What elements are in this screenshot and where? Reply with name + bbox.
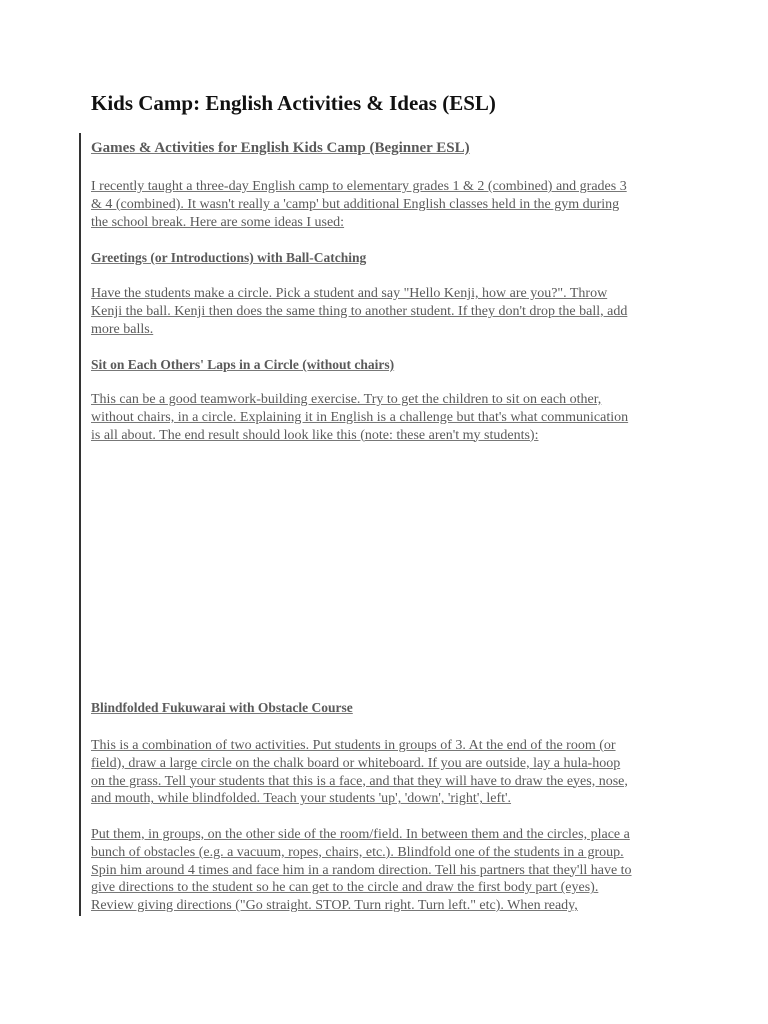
fukuwarai-paragraph-2[interactable] <box>91 826 681 915</box>
fukuwarai-line: give directions to the student so he can get to the circle and draw the first body part (eyes). <box>91 880 599 896</box>
intro-line: & 4 (combined). It wasn't really a 'camp' but additional English classes held in the gym during <box>91 196 620 212</box>
section-title-fukuwarai[interactable]: Blindfolded Fukuwarai with Obstacle Course <box>91 700 353 715</box>
greetings-line: Kenji the ball. Kenji then does the same thing to another student. If they don't drop the ball, add <box>91 303 628 319</box>
section-title-laps-circle[interactable]: Sit on Each Others' Laps in a Circle (without chairs) <box>91 357 395 372</box>
fukuwarai-line: bunch of obstacles (e.g. a vacuum, ropes, chairs, etc.). Blindfold one of the students in a group. <box>91 844 624 860</box>
laps-circle-paragraph[interactable] <box>91 391 681 444</box>
page-title: Kids Camp: English Activities & Ideas (ESL) <box>91 91 496 115</box>
blockquote-bar <box>79 133 81 916</box>
section-title-greetings[interactable]: Greetings (or Introductions) with Ball-Catching <box>91 250 367 265</box>
laps-circle-line: This can be a good teamwork-building exercise. Try to get the children to sit on each other, <box>91 392 602 407</box>
intro-paragraph[interactable] <box>91 178 681 231</box>
fukuwarai-line: This is a combination of two activities. Put students in groups of 3. At the end of the room (or <box>91 738 616 753</box>
greetings-line: Have the students make a circle. Pick a student and say "Hello Kenji, how are you?". Throw <box>91 286 608 301</box>
intro-line: the school break. Here are some ideas I used: <box>91 214 345 230</box>
article-image-placeholder <box>91 460 671 685</box>
article-heading-link[interactable]: Games & Activities for English Kids Camp (Beginner ESL) <box>91 140 470 156</box>
fukuwarai-line: Review giving directions ("Go straight. STOP. Turn right. Turn left." etc). When ready, <box>91 898 578 914</box>
fukuwarai-line: Spin him around 4 times and face him in a random direction. Tell his partners that they'll have to <box>91 862 632 878</box>
fukuwarai-line: field), draw a large circle on the chalk board or whiteboard. If you are outside, lay a hula-hoop <box>91 755 621 771</box>
laps-circle-line: without chairs, in a circle. Explaining it in English is a challenge but that's what communication <box>91 409 629 425</box>
greetings-paragraph[interactable] <box>91 285 681 338</box>
fukuwarai-line: and mouth, while blindfolded. Teach your students 'up', 'down', 'right', left'. <box>91 791 512 807</box>
fukuwarai-line: Put them, in groups, on the other side of the room/field. In between them and the circles, place a <box>91 827 630 842</box>
intro-line: I recently taught a three-day English camp to elementary grades 1 & 2 (combined) and grades 3 <box>91 179 627 194</box>
laps-circle-line: is all about. The end result should look like this (note: these aren't my students): <box>91 427 539 443</box>
fukuwarai-paragraph-1[interactable] <box>91 737 681 808</box>
fukuwarai-line: on the grass. Tell your students that this is a face, and that they will have to draw the eyes, nose, <box>91 773 628 789</box>
greetings-line: more balls. <box>91 321 154 337</box>
